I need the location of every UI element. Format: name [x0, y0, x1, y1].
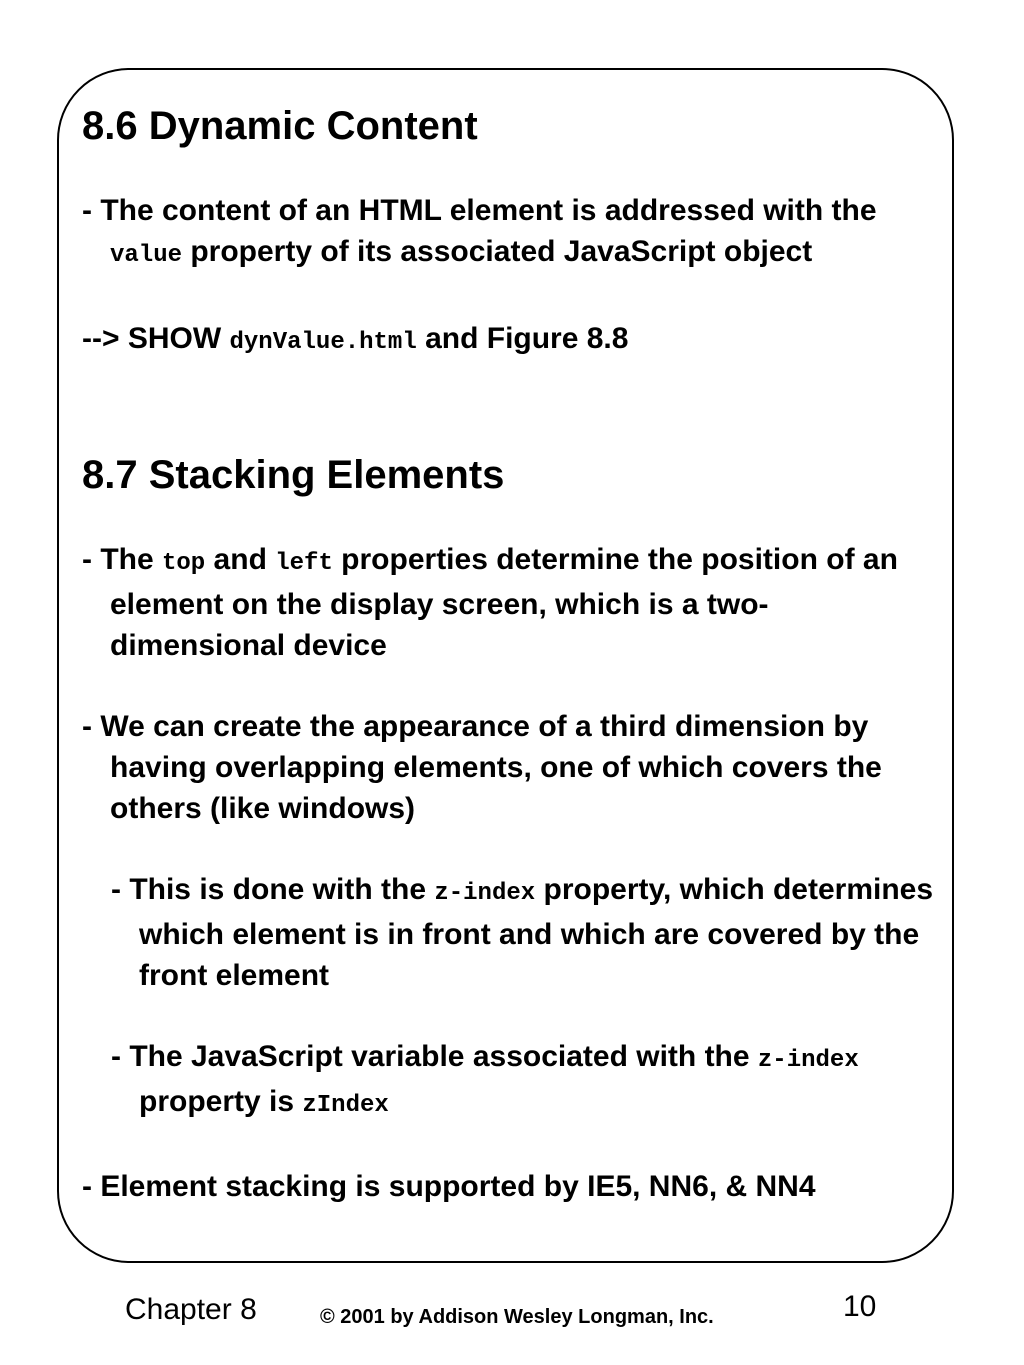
code-zindex: zIndex [302, 1092, 389, 1119]
section-heading-dynamic-content: 8.6 Dynamic Content [82, 104, 478, 148]
code-top: top [162, 550, 206, 577]
text: - The [82, 543, 162, 576]
text: property, which determines which element is in front and which are covered by the front element [139, 873, 934, 992]
text: and [205, 543, 276, 576]
code-z-index: z-index [434, 880, 536, 907]
text: --> SHOW [82, 322, 230, 355]
footer-chapter: Chapter 8 [125, 1293, 257, 1326]
code-filename: dynValue.html [229, 329, 417, 356]
code-z-index: z-index [757, 1047, 859, 1074]
paragraph-top-left [82, 539, 942, 666]
text: and Figure 8.8 [416, 322, 629, 355]
text: property is [139, 1085, 303, 1118]
show-reference [82, 318, 942, 363]
subparagraph-zindex-variable [82, 1036, 942, 1126]
text: properties determine the position of an element on the display screen, which is a two-dimensional device [110, 543, 898, 662]
text: - The content of an HTML element is addressed with the [82, 194, 877, 227]
text: property of its associated JavaScript object [182, 235, 813, 268]
paragraph-value-property [82, 190, 942, 276]
slide-content [82, 100, 942, 1207]
footer-copyright: © 2001 by Addison Wesley Longman, Inc. [320, 1306, 714, 1328]
section-heading-stacking-elements: 8.7 Stacking Elements [82, 453, 505, 497]
text: - This is done with the [111, 873, 435, 906]
paragraph-third-dimension: - We can create the appearance of a third dimension by having overlapping elements, one of which covers the others (like windows) [82, 710, 882, 825]
page-number: 10 [843, 1290, 877, 1323]
code-value: value [110, 242, 183, 269]
text: - The JavaScript variable associated with the [111, 1040, 758, 1073]
code-left: left [275, 550, 333, 577]
subparagraph-z-index [82, 869, 942, 996]
paragraph-browser-support: - Element stacking is supported by IE5, NN6, & NN4 [82, 1170, 816, 1203]
